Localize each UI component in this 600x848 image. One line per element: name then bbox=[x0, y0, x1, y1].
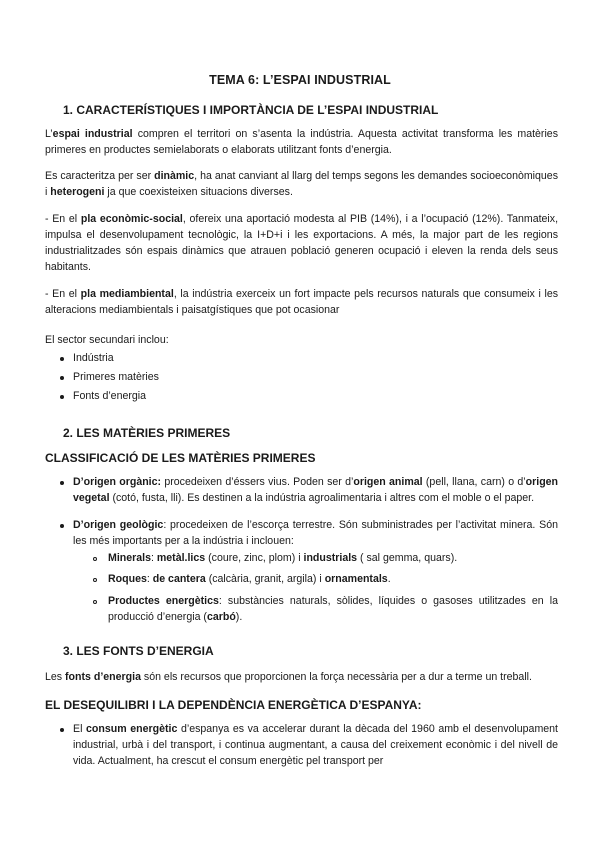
list-item: Fonts d’energia bbox=[73, 390, 147, 402]
bold-term: pla econòmic-social bbox=[80, 213, 183, 225]
bullet-icon bbox=[60, 728, 64, 732]
section-2-subheading: CLASSIFICACIÓ DE LES MATÈRIES PRIMERES bbox=[45, 451, 316, 465]
bold-term: pla mediambiental bbox=[80, 288, 174, 300]
section-3-heading: 3. LES FONTS D’ENERGIA bbox=[63, 644, 214, 658]
section-2-heading: 2. LES MATÈRIES PRIMERES bbox=[63, 426, 231, 440]
text-run: (calcària, granit, argila) i bbox=[205, 573, 325, 585]
text-run: (coure, zinc, plom) i bbox=[205, 552, 304, 564]
text-run: (pell, llana, carn) o d’ bbox=[422, 476, 526, 488]
list-item: Primeres matèries bbox=[73, 371, 159, 383]
text-run: , ha anat canviant al llarg del temps segons les demandes socioeconòmiques i bbox=[45, 170, 558, 198]
text-run: : substàncies naturals, sòlides, líquides o gasoses utilitzades en la producció d’energia ( bbox=[108, 595, 558, 623]
text-run: El bbox=[73, 723, 87, 735]
text-run: compren el territori on s’asenta la indústria. Aquesta activitat transforma les matèries primeres en productes semielaborats o elaborats utilitzant fonts d’energia. bbox=[45, 128, 558, 156]
bullet-icon bbox=[60, 481, 64, 485]
bold-term: ornamentals bbox=[324, 573, 388, 585]
text-run: , ofereix una aportació modesta al PIB (14%), i a l’ocupació (12%). Tanmateix, impulsa el desenvolupament tecnològic, la I+D+i i les exportacions. A més, la major part de les regions industrialitzades són espais dinàmics que atrauen població generen ocupació i eleven la renda dels seus habitants. bbox=[45, 213, 559, 273]
text-run: ja que coexisteixen situacions diverses. bbox=[104, 186, 293, 198]
bullet-icon bbox=[60, 395, 64, 399]
text-run: ). bbox=[235, 611, 243, 623]
bold-term: consum energètic bbox=[86, 723, 178, 735]
text-run: - En el bbox=[45, 288, 81, 300]
text-run: Es caracteritza per ser bbox=[45, 170, 155, 182]
text-run: : bbox=[146, 573, 153, 585]
bold-term: Roques bbox=[108, 573, 147, 585]
text-run: Les bbox=[45, 671, 66, 683]
bold-term: carbó bbox=[206, 611, 236, 623]
text-run: procedeixen d’éssers vius. Poden ser d’ bbox=[161, 476, 354, 488]
section-1-heading: 1. CARACTERÍSTIQUES I IMPORTÀNCIA DE L’ESPAI INDUSTRIAL bbox=[63, 103, 439, 117]
bullet-icon bbox=[60, 524, 64, 528]
text-run: L’ bbox=[45, 128, 53, 140]
bold-term: espai industrial bbox=[52, 128, 133, 140]
list-item-consum-energetic bbox=[73, 721, 558, 769]
bold-term: dinàmic bbox=[154, 170, 195, 182]
bullet-icon bbox=[60, 357, 64, 361]
text-run: , la indústria exerceix un fort impacte pels recursos naturals que consumeix i les alteracions mediambientals i paisatgístiques que pot ocasionar bbox=[45, 288, 559, 316]
text-run: : procedeixen de l’escorça terrestre. Són subministrades per l’activitat minera. Són les més importants per a la indústria i inclouen: bbox=[73, 519, 558, 547]
sub-item-productes bbox=[108, 593, 558, 625]
bold-term: Minerals bbox=[108, 552, 151, 564]
section-3-subheading: EL DESEQUILIBRI I LA DEPENDÈNCIA ENERGÈTICA D’ESPANYA: bbox=[45, 698, 422, 712]
bold-term: origen vegetal bbox=[73, 476, 559, 504]
list-item-origen-organic bbox=[73, 474, 558, 506]
sub-bullet-icon bbox=[93, 578, 97, 582]
text-run: d’espanya es va accelerar durant la dècada del 1960 amb el desenvolupament industrial, urbà i del transport, i continua augmentant, a causa del creixement econòmic i del nivell de vida. Actualment, ha crescut el consum energètic pel transport per bbox=[73, 723, 559, 767]
bold-term: fonts d’energia bbox=[65, 671, 141, 683]
list-item-origen-geologic bbox=[73, 517, 558, 549]
sector-intro: El sector secundari inclou: bbox=[45, 334, 169, 346]
bullet-icon bbox=[60, 376, 64, 380]
sub-bullet-icon bbox=[93, 600, 97, 604]
bold-term: de cantera bbox=[152, 573, 206, 585]
bold-term: industrials bbox=[303, 552, 358, 564]
paragraph-fonts-energia bbox=[45, 669, 558, 685]
text-run: : bbox=[150, 552, 157, 564]
paragraph-espai-industrial bbox=[45, 126, 558, 158]
bold-term: Productes energètics bbox=[108, 595, 219, 607]
text-run: ( sal gemma, quars). bbox=[357, 552, 458, 564]
bold-term: metàl.lics bbox=[156, 552, 206, 564]
text-run: són els recursos que proporcionen la força necessària per a dur a terme un treball. bbox=[140, 671, 532, 683]
text-run: . bbox=[387, 573, 391, 585]
paragraph-pla-mediambiental bbox=[45, 286, 558, 318]
bold-term: origen animal bbox=[353, 476, 423, 488]
sub-item-roques bbox=[108, 571, 558, 587]
document-title: TEMA 6: L’ESPAI INDUSTRIAL bbox=[209, 73, 391, 87]
paragraph-pla-economic bbox=[45, 211, 558, 275]
text-run: (cotó, fusta, lli). Es destinen a la indústria agroalimentaria i altres com el moble o el paper. bbox=[109, 492, 535, 504]
bold-term: D’origen geològic bbox=[73, 519, 164, 531]
paragraph-caracteristiques bbox=[45, 168, 558, 200]
bold-term: heterogeni bbox=[50, 186, 105, 198]
sub-bullet-icon bbox=[93, 557, 97, 561]
bold-term: D’origen orgànic: bbox=[73, 476, 162, 488]
sub-item-minerals bbox=[108, 550, 558, 566]
text-run: - En el bbox=[45, 213, 81, 225]
list-item: Indústria bbox=[73, 352, 114, 364]
